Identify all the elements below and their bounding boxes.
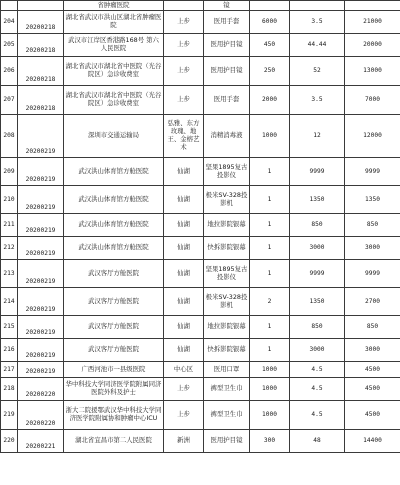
row-total: 3000 — [345, 237, 400, 260]
row-origin: 上步 — [164, 378, 204, 401]
row-total: 9999 — [345, 158, 400, 186]
table-row — [1, 401, 400, 430]
row-id: 216 — [1, 339, 18, 362]
row-price: 48 — [290, 430, 345, 453]
table-row — [1, 362, 400, 378]
row-total: 3000 — [345, 339, 400, 362]
row-recipient: 武汉客厅方舱医院 — [64, 316, 164, 339]
row-date: 20200219 — [18, 186, 64, 214]
row-qty — [250, 1, 290, 11]
row-price — [290, 1, 345, 11]
row-date: 20200220 — [18, 401, 64, 430]
row-recipient: 湖北省武汉市洪山区湖北省肿瘤医院 — [64, 11, 164, 34]
row-id: 214 — [1, 288, 18, 316]
row-item: 快拆影院银幕 — [204, 339, 250, 362]
row-origin: 仙湖 — [164, 339, 204, 362]
row-total: 9999 — [345, 260, 400, 288]
row-date: 20200219 — [18, 316, 64, 339]
row-id: 210 — [1, 186, 18, 214]
row-qty: 1 — [250, 158, 290, 186]
row-price: 44.44 — [290, 34, 345, 57]
row-origin: 仙湖 — [164, 237, 204, 260]
row-total — [345, 1, 400, 11]
row-date: 20200220 — [18, 378, 64, 401]
row-recipient: 武汉客厅方舱医院 — [64, 288, 164, 316]
table-row — [1, 1, 400, 11]
row-date: 20200219 — [18, 115, 64, 158]
row-origin: 仙湖 — [164, 214, 204, 237]
row-date: 20200219 — [18, 237, 64, 260]
row-date — [18, 1, 64, 11]
row-origin: 中心区 — [164, 362, 204, 378]
row-id: 207 — [1, 86, 18, 115]
row-recipient: 深圳市交通运输局 — [64, 115, 164, 158]
row-date: 20200218 — [18, 34, 64, 57]
row-price: 4.5 — [290, 401, 345, 430]
row-item: 医用手套 — [204, 86, 250, 115]
row-origin: 上步 — [164, 11, 204, 34]
row-total: 13000 — [345, 57, 400, 86]
row-date: 20200219 — [18, 214, 64, 237]
table-row — [1, 378, 400, 401]
row-item: 镜 — [204, 1, 250, 11]
row-recipient: 武汉洪山体育馆方舱医院 — [64, 158, 164, 186]
row-qty: 1 — [250, 260, 290, 288]
row-id: 217 — [1, 362, 18, 378]
row-item: 医用口罩 — [204, 362, 250, 378]
row-total: 14400 — [345, 430, 400, 453]
table-row — [1, 34, 400, 57]
row-qty: 1000 — [250, 362, 290, 378]
row-date: 20200218 — [18, 57, 64, 86]
row-recipient: 湖北省武汉市湖北省中医院（光谷院区）急诊收费室 — [64, 86, 164, 115]
row-item: 极米SV-328投影机 — [204, 288, 250, 316]
row-recipient: 武汉客厅方舱医院 — [64, 260, 164, 288]
row-total: 21000 — [345, 11, 400, 34]
row-qty: 1000 — [250, 401, 290, 430]
row-recipient: 武汉客厅方舱医院 — [64, 339, 164, 362]
row-price: 4.5 — [290, 362, 345, 378]
row-id: 208 — [1, 115, 18, 158]
row-price: 9999 — [290, 158, 345, 186]
row-origin: 仙湖 — [164, 158, 204, 186]
row-price: 3000 — [290, 237, 345, 260]
row-date: 20200219 — [18, 288, 64, 316]
table-row — [1, 288, 400, 316]
row-total: 4500 — [345, 362, 400, 378]
row-recipient: 浙大二院援鄂武汉华中科技大学同济医学院附属协和肿瘤中心ICU — [64, 401, 164, 430]
row-item: 极米SV-328投影机 — [204, 186, 250, 214]
row-id: 206 — [1, 57, 18, 86]
table-row — [1, 11, 400, 34]
row-item: 医用手套 — [204, 11, 250, 34]
row-qty: 1000 — [250, 115, 290, 158]
row-recipient: 湖北省武汉市湖北省中医院（光谷院区）急诊收费室 — [64, 57, 164, 86]
row-recipient: 省肿瘤医院 — [64, 1, 164, 11]
row-id: 209 — [1, 158, 18, 186]
row-id: 218 — [1, 378, 18, 401]
table-body — [1, 1, 400, 453]
row-item: 医用护目镜 — [204, 57, 250, 86]
row-item: 地拉影院银幕 — [204, 214, 250, 237]
row-id: 213 — [1, 260, 18, 288]
row-qty: 6000 — [250, 11, 290, 34]
row-total: 2700 — [345, 288, 400, 316]
row-id: 215 — [1, 316, 18, 339]
row-total: 4500 — [345, 401, 400, 430]
row-price: 1350 — [290, 288, 345, 316]
row-origin: 新洲 — [164, 430, 204, 453]
row-origin: 仙湖 — [164, 288, 204, 316]
row-id: 219 — [1, 401, 18, 430]
row-item: 裤型卫生巾 — [204, 401, 250, 430]
row-recipient: 武汉洪山体育馆方舱医院 — [64, 186, 164, 214]
row-price: 12 — [290, 115, 345, 158]
row-qty: 2000 — [250, 86, 290, 115]
row-recipient: 武汉洪山体育馆方舱医院 — [64, 214, 164, 237]
row-qty: 1 — [250, 316, 290, 339]
row-qty: 1 — [250, 186, 290, 214]
table-row — [1, 57, 400, 86]
row-id: 212 — [1, 237, 18, 260]
row-origin: 上步 — [164, 401, 204, 430]
row-item: 快拆影院银幕 — [204, 237, 250, 260]
table-row — [1, 86, 400, 115]
row-price: 3.5 — [290, 11, 345, 34]
table-row — [1, 214, 400, 237]
row-qty: 1 — [250, 339, 290, 362]
row-item: 裤型卫生巾 — [204, 378, 250, 401]
row-total: 12000 — [345, 115, 400, 158]
table-row — [1, 260, 400, 288]
row-origin — [164, 1, 204, 11]
row-item: 坚果1895复古投影仪 — [204, 158, 250, 186]
table-row — [1, 158, 400, 186]
row-price: 3.5 — [290, 86, 345, 115]
row-total: 850 — [345, 214, 400, 237]
row-price: 52 — [290, 57, 345, 86]
row-origin: 上步 — [164, 57, 204, 86]
row-item: 消精消毒液 — [204, 115, 250, 158]
row-recipient: 武汉市江岸区香港路168号 第六人民医院 — [64, 34, 164, 57]
row-price: 4.5 — [290, 378, 345, 401]
row-qty: 250 — [250, 57, 290, 86]
row-total: 20000 — [345, 34, 400, 57]
row-total: 850 — [345, 316, 400, 339]
row-qty: 1000 — [250, 378, 290, 401]
row-item: 医用护目镜 — [204, 430, 250, 453]
row-origin: 仙湖 — [164, 186, 204, 214]
table-row — [1, 430, 400, 453]
table-row — [1, 115, 400, 158]
row-origin: 仙湖 — [164, 316, 204, 339]
row-price: 3000 — [290, 339, 345, 362]
row-date: 20200219 — [18, 339, 64, 362]
row-total: 4500 — [345, 378, 400, 401]
row-item: 坚果1895复古投影仪 — [204, 260, 250, 288]
row-origin: 上步 — [164, 86, 204, 115]
row-qty: 1 — [250, 214, 290, 237]
table-row — [1, 237, 400, 260]
row-id: 205 — [1, 34, 18, 57]
row-origin: 仙湖 — [164, 260, 204, 288]
row-id — [1, 1, 18, 11]
row-id: 211 — [1, 214, 18, 237]
row-price: 9999 — [290, 260, 345, 288]
row-id: 220 — [1, 430, 18, 453]
row-recipient: 湖北省宜昌市第二人民医院 — [64, 430, 164, 453]
row-date: 20200219 — [18, 260, 64, 288]
row-qty: 2 — [250, 288, 290, 316]
row-price: 850 — [290, 214, 345, 237]
row-recipient: 广西河池市一县级医院 — [64, 362, 164, 378]
table-row — [1, 186, 400, 214]
row-qty: 300 — [250, 430, 290, 453]
table-row — [1, 316, 400, 339]
row-date: 20200221 — [18, 430, 64, 453]
row-date: 20200218 — [18, 11, 64, 34]
row-price: 1350 — [290, 186, 345, 214]
row-price: 850 — [290, 316, 345, 339]
row-date: 20200219 — [18, 158, 64, 186]
row-item: 地拉影院银幕 — [204, 316, 250, 339]
row-date: 20200218 — [18, 86, 64, 115]
row-total: 7000 — [345, 86, 400, 115]
row-origin: 弘雅、东方玫瑰、地王、金榕艺术 — [164, 115, 204, 158]
table-row — [1, 339, 400, 362]
row-id: 204 — [1, 11, 18, 34]
row-total: 1350 — [345, 186, 400, 214]
row-recipient: 武汉洪山体育馆方舱医院 — [64, 237, 164, 260]
row-recipient: 华中科技大学同济医学院附属同济医院外科及护士 — [64, 378, 164, 401]
row-origin: 上步 — [164, 34, 204, 57]
row-qty: 1 — [250, 237, 290, 260]
row-item: 医用护目镜 — [204, 34, 250, 57]
row-qty: 450 — [250, 34, 290, 57]
row-date: 20200219 — [18, 362, 64, 378]
